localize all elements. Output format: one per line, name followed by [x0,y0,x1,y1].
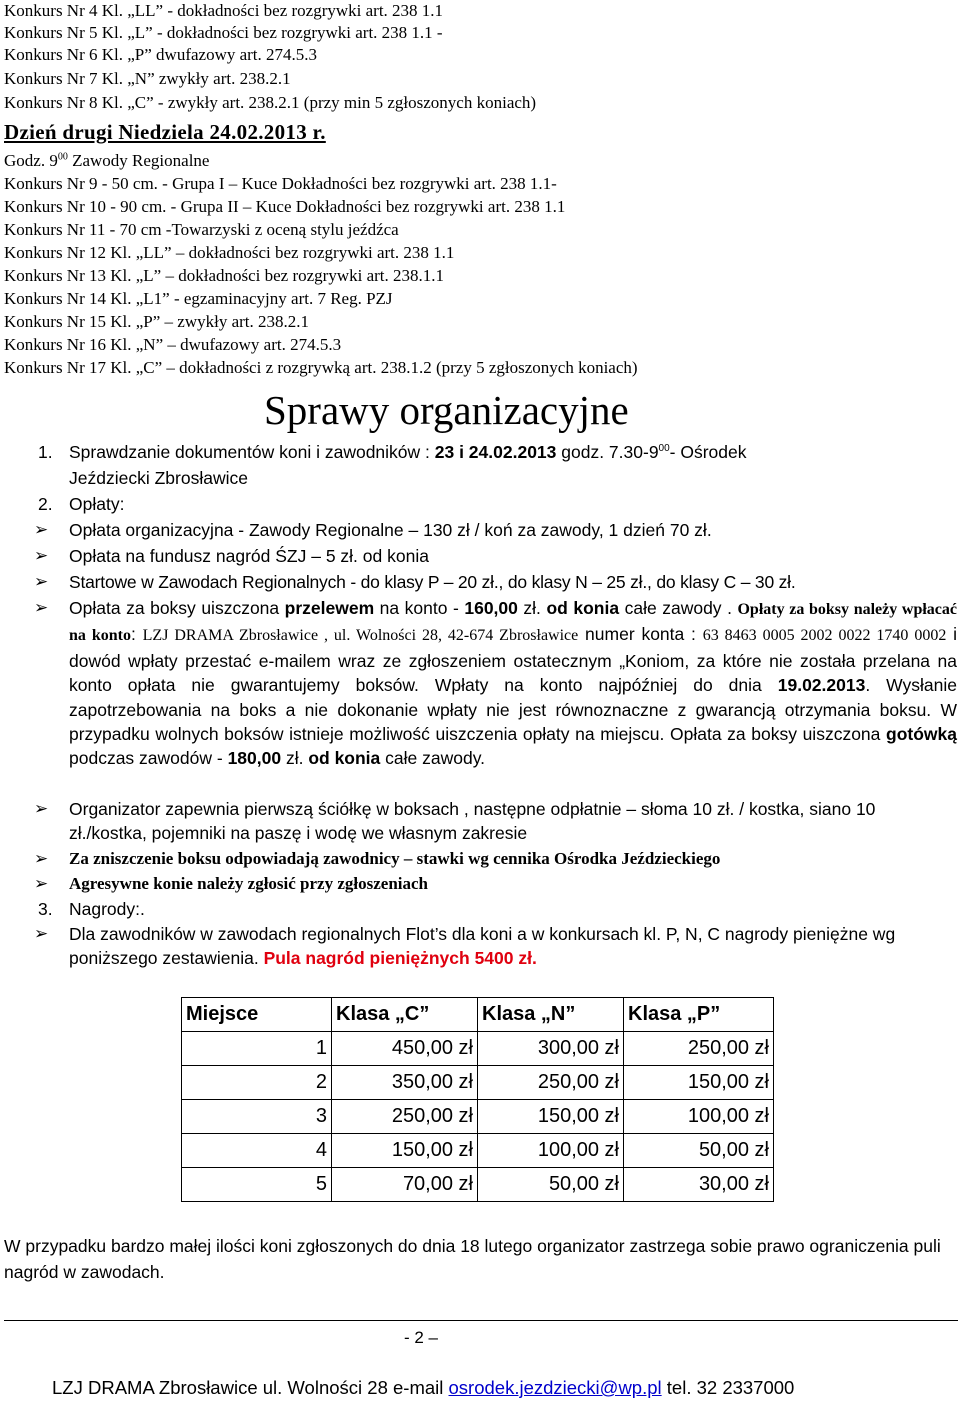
prizes-intro-text: Dla zawodników w zawodach regionalnych Flot’s dla koni a w konkursach kl. P, N, C nagrody pieniężne wg poniższego zestawienia. [69,924,896,969]
boxes-cash: gotówką [886,724,957,745]
time-label: Godz. 9 [4,151,58,170]
boxes-paragraph [69,596,957,771]
item-1-number: 1. [38,442,53,462]
boxes-o: . Wysłanie zapotrzebowania na boks a nie dokonanie wpłaty nie jest równoznaczne z gwarancją otrzymania boksu. W przypadku wolnych boksów istnieje możliwość uiszczenia opłaty na miejscu. Opłata za boksy uiszczona [69,675,958,745]
header-class-p: Klasa „P” [624,998,774,1032]
boxes-per-horse-2: od konia [308,748,381,769]
fee-entry: Startowe w Zawodach Regionalnych - do klasy P – 20 zł., do klasy N – 25 zł., do klasy C – 30 zł. [69,572,796,592]
prize-cell: 150,00 zł [624,1066,774,1100]
boxes-amount-cash: 180,00 [227,748,282,769]
item-1-line-2: Jeździecki Zbrosławice [69,468,248,488]
table-row [182,1134,774,1168]
table-row [182,1100,774,1134]
boxes-q: podczas zawodów - [69,748,228,769]
item-1-text-a: Sprawdzanie dokumentów koni i zawodników : [69,442,435,462]
boxes-account-holder: LZJ DRAMA Zbrosławice , ul. Wolności 28, 42-674 Zbrosławice [142,627,579,645]
email-link[interactable]: osrodek.jezdziecki@wp.pl [448,1377,662,1398]
item-2-text: Opłaty: [69,494,125,514]
item-3-text: Nagrody:. [69,899,145,919]
prize-cell: 250,00 zł [332,1100,478,1134]
bedding-note: Organizator zapewnia pierwszą ściółkę w boksach , następne odpłatnie – słoma 10 zł. / kostka, siano 10 zł./kostka, pojemniki na paszę i wodę we własnym zakresie [69,799,876,844]
program-line-9: Konkurs Nr 9 - 50 cm. - Grupa I – Kuce Dokładności bez rozgrywki art. 238 1.1- [4,174,557,193]
prize-cell: 300,00 zł [478,1032,624,1066]
program-line-15: Konkurs Nr 15 Kl. „P” – zwykły art. 238.2.1 [4,312,310,331]
place-cell: 3 [182,1100,332,1134]
prize-pool: Pula nagród pieniężnych 5400 zł. [263,948,537,969]
place-cell: 2 [182,1066,332,1100]
item-1-text-c: - Ośrodek [669,442,747,462]
prizes-intro [69,922,957,971]
place-cell: 1 [182,1032,332,1066]
day-two-time [4,150,209,172]
boxes-m: i dowód wpłaty przestać e-mailem wraz ze zgłoszeniem ostatecznym „Koniom, za które nie została przelana na konto opłata nie gwarantujemy boksów. Wpłaty na konto najpóźniej do dnia [69,624,958,696]
prize-cell: 100,00 zł [624,1100,774,1134]
arrow-bullet-icon: ➢ [34,546,49,566]
boxes-c: na konto - [374,598,465,618]
boxes-deadline: 19.02.2013 [777,675,866,696]
arrow-bullet-icon: ➢ [34,924,49,944]
boxes-per-horse: od konia [546,598,620,618]
fee-organizational: Opłata organizacyjna - Zawody Regionalne – 130 zł / koń za zawody, 1 dzień 70 zł. [69,520,712,540]
table-row [182,1066,774,1100]
program-line-8: Konkurs Nr 8 Kl. „C” - zwykły art. 238.2.1 (przy min 5 zgłoszonych koniach) [4,93,537,112]
prize-cell: 450,00 zł [332,1032,478,1066]
table-row [182,1032,774,1066]
arrow-bullet-icon: ➢ [34,799,49,819]
program-line-16: Konkurs Nr 16 Kl. „N” – dwufazowy art. 274.5.3 [4,335,342,354]
arrow-bullet-icon: ➢ [34,520,49,540]
arrow-bullet-icon: ➢ [34,598,49,618]
prize-table [181,997,774,1202]
place-cell: 5 [182,1168,332,1202]
program-line-13: Konkurs Nr 13 Kl. „L” – dokładności bez rozgrywki art. 238.1.1 [4,266,445,285]
prize-cell: 50,00 zł [478,1168,624,1202]
boxes-amount-transfer: 160,00 [464,598,518,618]
item-1-superscript: 00 [658,443,670,455]
boxes-i: : [130,624,143,645]
boxes-payment-note: Opłaty za boksy należy wpłacać na konto [69,601,958,645]
boxes-a: Opłata za boksy uiszczona [69,598,285,618]
boxes-s: zł. [281,748,309,769]
program-line-14: Konkurs Nr 14 Kl. „L1” - egzaminacyjny art. 7 Reg. PZJ [4,289,393,308]
item-2-number: 2. [38,494,53,514]
section-title: Sprawy organizacyjne [264,387,629,433]
program-line-5: Konkurs Nr 5 Kl. „L” - dokładności bez rozgrywki art. 238 1.1 - [4,23,443,42]
boxes-e: zł. [517,598,547,618]
program-line-10: Konkurs Nr 10 - 90 cm. - Grupa II – Kuce Dokładności bez rozgrywki art. 238 1.1 [4,197,566,216]
program-line-6: Konkurs Nr 6 Kl. „P” dwufazowy art. 274.5.3 [4,45,318,64]
header-class-n: Klasa „N” [478,998,624,1032]
footer-phone: tel. 32 2337000 [661,1377,795,1398]
boxes-k: numer konta : [578,624,703,645]
item-1-dates: 23 i 24.02.2013 [434,442,557,462]
boxes-g: całe zawody . [619,598,738,618]
damage-note: Za zniszczenie boksu odpowiadają zawodnicy – stawki wg cennika Ośrodka Jeździeckiego [69,849,721,868]
prize-cell: 100,00 zł [478,1134,624,1168]
program-line-12: Konkurs Nr 12 Kl. „LL” – dokładności bez rozgrywki art. 238 1.1 [4,243,455,262]
page-number: - 2 – [404,1328,439,1347]
prize-cell: 250,00 zł [624,1032,774,1066]
item-1-text [69,440,747,464]
closing-note: W przypadku bardzo małej ilości koni zgłoszonych do dnia 18 lutego organizator zastrzega sobie prawo ograniczenia puli nagród w zawodach. [4,1236,941,1282]
prize-cell: 30,00 zł [624,1168,774,1202]
arrow-bullet-icon: ➢ [34,849,49,869]
fee-prize-fund: Opłata na fundusz nagród ŚZJ – 5 zł. od konia [69,546,429,566]
boxes-u: całe zawody. [380,748,486,769]
header-place: Miejsce [182,998,332,1032]
time-event: Zawody Regionalne [67,151,210,170]
arrow-bullet-icon: ➢ [34,572,49,592]
footer-divider [4,1320,958,1321]
footer-contact [52,1377,794,1399]
program-line-17: Konkurs Nr 17 Kl. „C” – dokładności z rozgrywką art. 238.1.2 (przy 5 zgłoszonych koniach) [4,358,638,377]
program-line-7: Konkurs Nr 7 Kl. „N” zwykły art. 238.2.1 [4,69,291,88]
boxes-transfer: przelewem [284,598,375,618]
program-line-11: Konkurs Nr 11 - 70 cm -Towarzyski z oceną stylu jeźdźca [4,220,399,239]
prize-cell: 250,00 zł [478,1066,624,1100]
aggressive-note: Agresywne konie należy zgłosić przy zgłoszeniach [69,874,429,893]
prize-cell: 150,00 zł [478,1100,624,1134]
footer-address: LZJ DRAMA Zbrosławice ul. Wolności 28 e-mail [52,1377,449,1398]
prize-cell: 350,00 zł [332,1066,478,1100]
table-row [182,1168,774,1202]
prize-cell: 50,00 zł [624,1134,774,1168]
boxes-account-number: 63 8463 0005 2002 0022 1740 0002 [702,627,947,645]
time-superscript: 00 [57,151,68,163]
place-cell: 4 [182,1134,332,1168]
arrow-bullet-icon: ➢ [34,874,49,894]
header-class-c: Klasa „C” [332,998,478,1032]
program-line-4: Konkurs Nr 4 Kl. „LL” - dokładności bez rozgrywki art. 238 1.1 [4,1,444,20]
item-3-number: 3. [38,899,53,919]
prize-table-header [182,998,774,1032]
prize-cell: 70,00 zł [332,1168,478,1202]
day-two-heading: Dzień drugi Niedziela 24.02.2013 r. [4,120,326,144]
prize-cell: 150,00 zł [332,1134,478,1168]
item-1-text-b: godz. 7.30-9 [556,442,659,462]
